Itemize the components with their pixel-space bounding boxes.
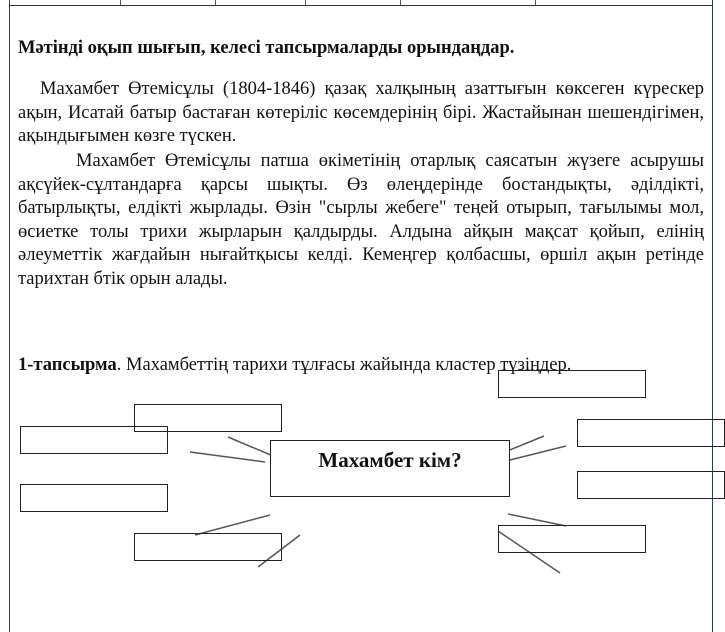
paragraph-2: Махамбет Өтемісұлы патша өкіметінің отарлық саясатын жүзеге асырушы ақсүйек-сұлтандарға қарсы шықты. Өз өлеңдерінде бостандықты, әділдікті, батырлықты, елдікті жырлады. Өзін "сырлы жебеге" теңей отырып, тағылымы мол, өсиетке толы трихи жырларын қалдырды. Алдына айқын мақсат қойып, елінің әлеуметтік жағдайын нығайтқысы келді. Кемеңгер қолбасшы, өршіл ақын ретінде тарихтан бтік орын алады. [18, 151, 704, 289]
answer-box[interactable] [577, 419, 725, 447]
answer-box[interactable] [498, 525, 646, 553]
answer-box[interactable] [20, 426, 168, 454]
task-1-text: . Махамбеттің тарихи тұлғасы жайында кластер түзіңдер. [116, 355, 572, 375]
answer-box[interactable] [20, 484, 168, 512]
cluster-center-label: Махамбет кім? [318, 448, 462, 472]
connector-line [510, 446, 566, 460]
instruction-heading: Мәтінді оқып шығып, келесі тапсырмаларды орындаңдар. [18, 38, 515, 58]
connector-line [190, 452, 265, 462]
cluster-center-box [270, 440, 510, 497]
answer-box[interactable] [577, 471, 725, 499]
answer-box[interactable] [498, 370, 646, 398]
answer-box[interactable] [134, 533, 282, 561]
paragraph-1: Махамбет Өтемісұлы (1804-1846) қазақ халқының азаттығын көксеген күрескер ақын, Исатай батыр бастаған көтеріліс көсемдерінің бірі. Жастайынан шешендігімен, ақындығымен көзге түскен. [18, 79, 704, 147]
connector-line [195, 515, 270, 535]
task-1-label: 1-тапсырма [18, 355, 117, 375]
